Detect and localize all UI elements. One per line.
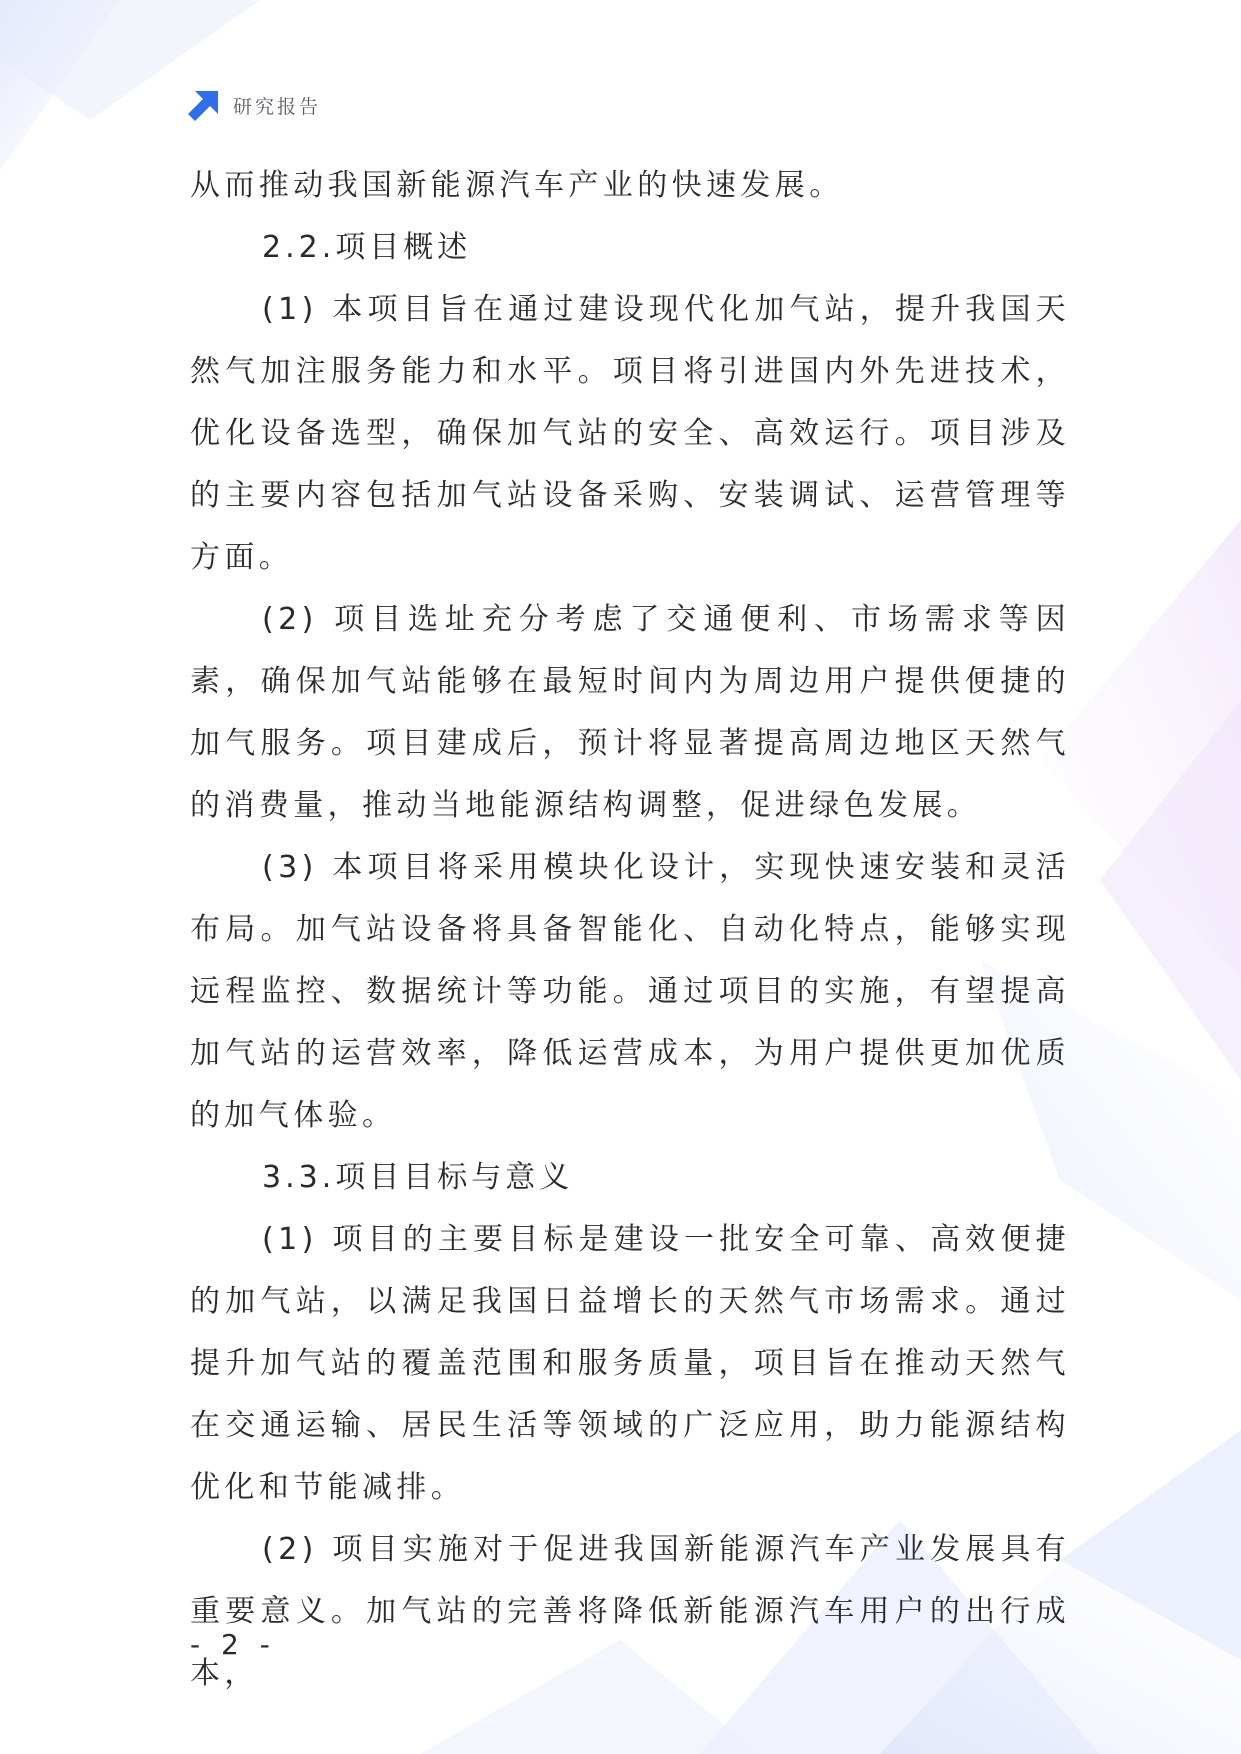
paragraph-goal-2: (2) 项目实施对于促进我国新能源汽车产业发展具有重要意义。加气站的完善将降低新能源汽车用户的出行成本， [190,1532,1070,1691]
header-title: 研究报告 [233,95,322,118]
paragraph-overview-1: (1) 本项目旨在通过建设现代化加气站，提升我国天然气加注服务能力和水平。项目将引进国内外先进技术，优化设备选型，确保加气站的安全、高效运行。项目涉及的主要内容包括加气站设备采购、安装调试、运营管理等方面。 [190,292,1070,575]
section-heading-2-2: 2.2.项目概述 [262,230,472,265]
document-body [190,155,1070,1705]
paragraph-continuation: 从而推动我国新能源汽车产业的快速发展。 [190,168,844,203]
arrow-up-right-icon [187,88,221,122]
paragraph-goal-1: (1) 项目的主要目标是建设一批安全可靠、高效便捷的加气站，以满足我国日益增长的天然气市场需求。通过提升加气站的覆盖范围和服务质量，项目旨在推动天然气在交通运输、居民生活等领域的广泛应用，助力能源结构优化和节能减排。 [190,1222,1070,1505]
paragraph-overview-2: (2) 项目选址充分考虑了交通便利、市场需求等因素，确保加气站能够在最短时间内为周边用户提供便捷的加气服务。项目建成后，预计将显著提高周边地区天然气的消费量，推动当地能源结构调整，促进绿色发展。 [190,602,1070,823]
report-header [187,88,321,122]
paragraph-overview-3: (3) 本项目将采用模块化设计，实现快速安装和灵活布局。加气站设备将具备智能化、自动化特点，能够实现远程监控、数据统计等功能。通过项目的实施，有望提高加气站的运营效率，降低运营成本，为用户提供更加优质的加气体验。 [190,850,1070,1133]
section-heading-3-3: 3.3.项目目标与意义 [262,1160,574,1195]
page-number: - 2 - [190,1628,276,1661]
